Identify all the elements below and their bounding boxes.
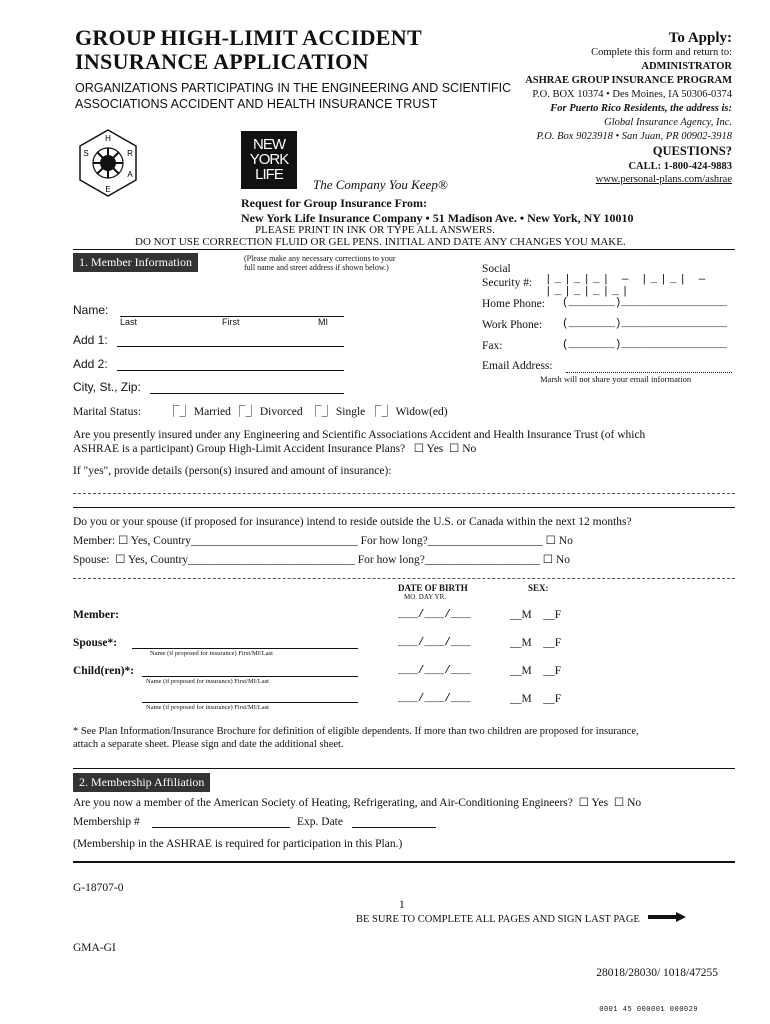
apply-line-5: For Puerto Rico Residents, the address is: — [550, 103, 732, 114]
city-label: City, St., Zip: — [73, 380, 141, 394]
widowed-label: Widow(ed) — [395, 406, 448, 418]
spouse-f: F — [554, 637, 562, 649]
address1-input[interactable] — [117, 346, 344, 347]
spouse-name-input[interactable] — [132, 648, 358, 649]
membership-question — [73, 796, 735, 810]
child2-dob-input[interactable]: ___/___/___ — [398, 693, 471, 705]
footnote-line-1: * See Plan Information/Insurance Brochure for definition of eligible dependents. If more than two children are proposed for insurance, — [73, 726, 639, 737]
details-input-line[interactable] — [73, 493, 735, 494]
ashrae-letter-h: H — [105, 134, 111, 143]
member-no-label: No — [558, 535, 573, 547]
child2-name-note: Name (if proposed for insurance) First/MI/Last — [146, 704, 269, 711]
logo-word-york: YORK — [249, 151, 289, 168]
child1-sex[interactable]: __M __F — [510, 665, 562, 677]
print-instruction: PLEASE PRINT IN INK OR TYPE ALL ANSWERS. — [255, 224, 495, 236]
spouse-name-note: Name (if proposed for insurance) First/MI/Last — [150, 650, 273, 657]
child1-f: F — [554, 665, 562, 677]
work-phone-label: Work Phone: — [482, 319, 543, 331]
member-how-long-label: For how long? — [360, 535, 428, 547]
spouse-how-long-label: For how long? — [357, 554, 425, 566]
child1-m: M — [521, 665, 532, 677]
website-link[interactable]: www.personal-plans.com/ashrae — [595, 174, 732, 185]
logo-word-new: NEW — [253, 136, 285, 153]
exp-date-input[interactable] — [352, 827, 436, 828]
sex-header: SEX: — [528, 583, 549, 593]
ashrae-letter-e: E — [105, 185, 111, 194]
member-outside-row: Member: ☐ Yes, Country_____________________________ For how long?____________________ ☐ No — [73, 535, 573, 547]
apply-address — [525, 46, 732, 144]
insured-question-line-1: Are you presently insured under any Engineering and Scientific Associations Accident and Health Insurance Trust (of which — [73, 429, 646, 441]
child1-name-note: Name (if proposed for insurance) First/MI/Last — [146, 678, 269, 685]
to-apply-heading: To Apply: — [668, 30, 732, 46]
spouse-outside-yes[interactable]: ☐ Yes, Country_____________________________ — [115, 554, 355, 566]
widowed-checkbox[interactable]: ⎾⏌ — [370, 406, 393, 418]
ashrae-letter-r: R — [127, 149, 133, 158]
outside-question: Do you or your spouse (if proposed for insurance) intend to reside outside the U.S. or Canada within the next 12 months? — [73, 516, 632, 528]
divorced-option[interactable] — [234, 405, 303, 419]
work-phone-input[interactable]: (_______)________________ — [562, 318, 728, 330]
member-dob-input[interactable]: ___/___/___ — [398, 609, 471, 621]
insured-yes[interactable]: ☐ Yes — [408, 443, 444, 455]
insured-yes-label: Yes — [426, 443, 444, 455]
spouse-dob-input[interactable]: ___/___/___ — [398, 637, 471, 649]
child2-m: M — [521, 693, 532, 705]
last-label: Last — [120, 317, 138, 327]
single-checkbox[interactable]: ⎾⏌ — [310, 406, 333, 418]
insured-question-line-2: ASHRAE is a participant) Group High-Limit Accident Insurance Plans? — [73, 443, 406, 455]
divider — [73, 861, 735, 863]
apply-line-6: Global Insurance Agency, Inc. — [604, 117, 732, 128]
page-number: 1 — [399, 899, 405, 911]
married-option[interactable] — [168, 405, 231, 419]
note-line-1: (Please make any necessary corrections to your — [244, 254, 396, 263]
member-f: F — [554, 609, 562, 621]
ssn-input[interactable]: |_|_|_| — |_|_| — |_|_|_|_| — [545, 274, 709, 298]
request-block — [241, 196, 634, 226]
home-phone-label: Home Phone: — [482, 298, 545, 310]
ssn-label-line-2: Security #: — [482, 277, 533, 289]
marital-label: Marital Status: — [73, 406, 142, 418]
org-line-1: ORGANIZATIONS PARTICIPATING IN THE ENGINEERING AND SCIENTIFIC — [75, 81, 512, 95]
widowed-option[interactable] — [370, 405, 448, 419]
section-2-badge: 2. Membership Affiliation — [73, 773, 210, 792]
company-tagline: The Company You Keep® — [313, 177, 448, 192]
single-option[interactable] — [310, 405, 365, 419]
married-label: Married — [193, 406, 231, 418]
child2-f: F — [554, 693, 562, 705]
membership-number-input[interactable] — [152, 827, 290, 828]
spouse-dob-label: Spouse*: — [73, 637, 118, 649]
divider — [73, 249, 735, 250]
member-m: M — [521, 609, 532, 621]
membership-yes-label: Yes — [591, 797, 609, 809]
logo-word-life: LIFE — [255, 166, 283, 183]
form-codes: 28018/28030/ 1018/47255 — [596, 967, 718, 979]
mi-label: MI — [318, 317, 328, 327]
apply-line-3: ASHRAE GROUP INSURANCE PROGRAM — [525, 75, 732, 86]
spouse-yes-country-label: Yes, Country — [127, 554, 189, 566]
request-line-2: New York Life Insurance Company • 51 Madison Ave. • New York, NY 10010 — [241, 211, 634, 225]
form-number: G-18707-0 — [73, 882, 124, 894]
note-line-2: full name and street address if shown below.) — [244, 263, 389, 272]
member-yes-country-label: Yes, Country — [130, 535, 191, 547]
divider — [73, 507, 735, 508]
ashrae-logo — [70, 126, 146, 202]
phone-number: CALL: 1-800-424-9883 — [628, 161, 732, 172]
ssn-label — [482, 262, 532, 290]
dob-header: DATE OF BIRTH — [398, 583, 468, 593]
ashrae-letter-s: S — [83, 149, 89, 158]
member-dob-label: Member: — [73, 609, 119, 621]
member-outside-label: Member: — [73, 535, 116, 547]
child2-sex[interactable]: __M __F — [510, 693, 562, 705]
spouse-outside-label: Spouse: — [73, 554, 110, 566]
title-line-1: GROUP HIGH-LIMIT ACCIDENT — [75, 25, 422, 50]
email-note: Marsh will not share your email information — [540, 374, 692, 384]
divorced-checkbox[interactable]: ⎾⏌ — [234, 406, 257, 418]
email-input[interactable] — [566, 372, 732, 373]
member-outside-yes[interactable]: ☐ Yes, Country_____________________________ — [118, 535, 358, 547]
form-title — [75, 26, 422, 74]
membership-question-text: Are you now a member of the American Society of Heating, Refrigerating, and Air-Conditioning Engineers? — [73, 797, 573, 809]
ssn-label-line-1: Social — [482, 263, 511, 275]
gma-code: GMA-GI — [73, 942, 116, 954]
apply-line-1: Complete this form and return to: — [591, 47, 732, 58]
org-line-2: ASSOCIATIONS ACCIDENT AND HEALTH INSURANCE TRUST — [75, 97, 438, 111]
apply-line-2: ADMINISTRATOR — [641, 61, 732, 72]
insured-no[interactable]: ☐ No — [446, 443, 477, 455]
fax-input[interactable]: (_______)________________ — [562, 339, 728, 351]
complete-all-pages — [356, 912, 686, 925]
insured-question — [73, 428, 735, 456]
spouse-m: M — [521, 637, 532, 649]
complete-all-pages-text: BE SURE TO COMPLETE ALL PAGES AND SIGN LAST PAGE — [356, 914, 640, 925]
arrow-right-icon — [648, 912, 686, 925]
child1-name-input[interactable] — [142, 676, 358, 677]
if-yes-label: If "yes", provide details (person(s) insured and amount of insurance): — [73, 465, 392, 477]
name-label: Name: — [73, 303, 109, 317]
address2-input[interactable] — [117, 370, 344, 371]
section-1-badge: 1. Member Information — [73, 253, 198, 272]
ashrae-letter-a: A — [127, 170, 133, 179]
children-dob-label: Child(ren)*: — [73, 665, 135, 677]
membership-yes[interactable]: ☐ Yes — [575, 797, 609, 809]
organization-name — [75, 80, 511, 112]
member-sex[interactable]: __M __F — [510, 609, 562, 621]
first-label: First — [222, 317, 240, 327]
divider — [73, 578, 735, 579]
divorced-label: Divorced — [259, 406, 303, 418]
fax-label: Fax: — [482, 340, 503, 352]
exp-date-label: Exp. Date — [297, 816, 343, 828]
single-label: Single — [335, 406, 366, 418]
new-york-life-logo — [241, 131, 297, 189]
address1-label: Add 1: — [73, 333, 108, 347]
request-line-1: Request for Group Insurance From: — [241, 196, 427, 210]
questions-heading: QUESTIONS? — [652, 144, 732, 158]
home-phone-input[interactable]: (_______)________________ — [562, 297, 728, 309]
married-checkbox[interactable]: ⎾⏌ — [168, 406, 191, 418]
spouse-no-label: No — [555, 554, 570, 566]
title-line-2: INSURANCE APPLICATION — [75, 49, 369, 74]
footnote-line-2: attach a separate sheet. Please sign and date the additional sheet. — [73, 739, 344, 750]
child1-dob-input[interactable]: ___/___/___ — [398, 665, 471, 677]
barcode-text: 0001 45 000001 000029 — [599, 1006, 698, 1014]
dependents-footnote — [73, 725, 735, 751]
dob-subheader: MO. DAY YR. — [404, 593, 447, 601]
insured-no-label: No — [462, 443, 477, 455]
membership-number-label: Membership # — [73, 816, 140, 828]
section-1-note — [244, 254, 396, 272]
membership-no[interactable]: ☐ No — [611, 797, 642, 809]
membership-no-label: No — [627, 797, 642, 809]
address2-label: Add 2: — [73, 357, 108, 371]
spouse-outside-row: Spouse: ☐ Yes, Country_____________________________ For how long?____________________ ☐ No — [73, 554, 570, 566]
child2-name-input[interactable] — [142, 702, 358, 703]
divider — [73, 768, 735, 769]
apply-line-4: P.O. BOX 10374 • Des Moines, IA 50306-0374 — [532, 89, 732, 100]
correction-instruction: DO NOT USE CORRECTION FLUID OR GEL PENS. INITIAL AND DATE ANY CHANGES YOU MAKE. — [135, 236, 626, 248]
city-input[interactable] — [150, 393, 344, 394]
spouse-sex[interactable]: __M __F — [510, 637, 562, 649]
membership-required-note: (Membership in the ASHRAE is required for participation in this Plan.) — [73, 838, 403, 850]
email-label: Email Address: — [482, 360, 553, 372]
apply-line-7: P.O. Box 9023918 • San Juan, PR 00902-3918 — [536, 131, 732, 142]
